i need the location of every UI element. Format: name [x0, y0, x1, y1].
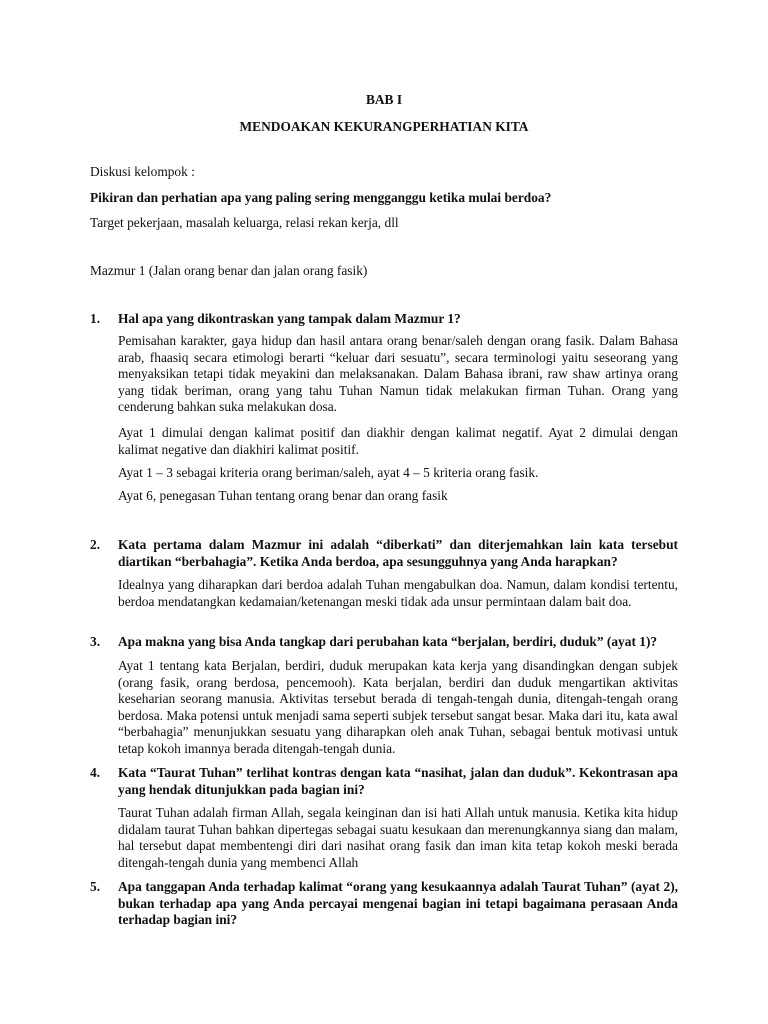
- question-text: Kata “Taurat Tuhan” terlihat kontras dengan kata “nasihat, jalan dan duduk”. Kekontrasan apa yang hendak ditunjukkan pada bagian ini?: [118, 765, 678, 797]
- answer-paragraph: Ayat 1 dimulai dengan kalimat positif dan diakhir dengan kalimat negatif. Ayat 2 dimulai dengan kalimat negative dan diakhiri kalimat positif.: [118, 425, 678, 457]
- discussion-label: Diskusi kelompok :: [90, 164, 195, 179]
- question-text: Hal apa yang dikontraskan yang tampak dalam Mazmur 1?: [118, 311, 461, 326]
- question-number: 5.: [90, 879, 101, 894]
- question-text: Kata pertama dalam Mazmur ini adalah “diberkati” dan diterjemahkan lain kata tersebut diartikan “berbahagia”. Ketika Anda berdoa, apa sesungguhnya yang Anda harapkan?: [118, 537, 678, 569]
- discussion-answer: Target pekerjaan, masalah keluarga, relasi rekan kerja, dll: [90, 215, 399, 230]
- question-text: Apa tanggapan Anda terhadap kalimat “orang yang kesukaannya adalah Taurat Tuhan” (ayat 2), bukan terhadap apa yang Anda percayai mengenai bagian ini tetapi bagaimana perasaan Anda terhadap bagian ini?: [118, 879, 678, 928]
- answer-paragraph: Pemisahan karakter, gaya hidup dan hasil antara orang benar/saleh dengan orang fasik. Dalam Bahasa arab, fhaasiq secara etimologi berarti “keluar dari sesuatu”, secara terminologi yaitu seseorang yang menyaksikan tetapi tidak meyakini dan melaksanakan. Dalam Bahasa ibrani, raw shaw artinya orang yang tidak beriman, orang yang tahu Tuhan Namun tidak melakukan firman Tuhan. Orang yang cenderung bahkan suka melakukan dosa.: [118, 333, 678, 415]
- discussion-question: Pikiran dan perhatian apa yang paling sering mengganggu ketika mulai berdoa?: [90, 190, 552, 205]
- answer-paragraph: Ayat 6, penegasan Tuhan tentang orang benar dan orang fasik: [118, 488, 448, 503]
- question-text: Apa makna yang bisa Anda tangkap dari perubahan kata “berjalan, berdiri, duduk” (ayat 1)?: [118, 634, 658, 649]
- question-number: 3.: [90, 634, 101, 649]
- scripture-reference: Mazmur 1 (Jalan orang benar dan jalan orang fasik): [90, 263, 368, 278]
- answer-paragraph: Ayat 1 – 3 sebagai kriteria orang beriman/saleh, ayat 4 – 5 kriteria orang fasik.: [118, 465, 539, 480]
- answer-paragraph: Ayat 1 tentang kata Berjalan, berdiri, duduk merupakan kata kerja yang disandingkan dengan subjek (orang fasik, orang berdosa, pencemooh). Kata berjalan, berdiri dan duduk mengartikan aktivitas keseharian seorang manusia. Aktivitas tersebut berada di tengah-tengah dunia, ditengah-tengah orang berdosa. Maka potensi untuk menjadi sama seperti subjek tersebut sangat besar. Maka dari itu, kata awal “berbahagia” menunjukkan sesuatu yang diharapkan oleh anak Tuhan, sebagai bentuk motivasi untuk tetap kokoh imannya berada ditengah-tengah dunia.: [118, 658, 679, 756]
- answer-paragraph: Taurat Tuhan adalah firman Allah, segala keinginan dan isi hati Allah untuk manusia. Ketika kita hidup didalam taurat Tuhan bahkan dipertegas sebagai suatu kesukaan dan merenungkannya siang dan malam, hal tersebut dapat membentengi diri dari nasihat orang fasik dan iman kita tetap kokoh meski berada ditengah-tengah dunia yang membenci Allah: [118, 805, 678, 870]
- question-number: 1.: [90, 311, 101, 326]
- answer-paragraph: Idealnya yang diharapkan dari berdoa adalah Tuhan mengabulkan doa. Namun, dalam kondisi tertentu, berdoa mendatangkan kedamaian/ketenangan meski tidak ada unsur permintaan dalam bait doa.: [118, 577, 678, 609]
- chapter-heading: BAB I: [365, 92, 403, 107]
- question-number: 2.: [90, 537, 101, 552]
- chapter-title: MENDOAKAN KEKURANGPERHATIAN KITA: [239, 119, 529, 134]
- question-number: 4.: [90, 765, 101, 780]
